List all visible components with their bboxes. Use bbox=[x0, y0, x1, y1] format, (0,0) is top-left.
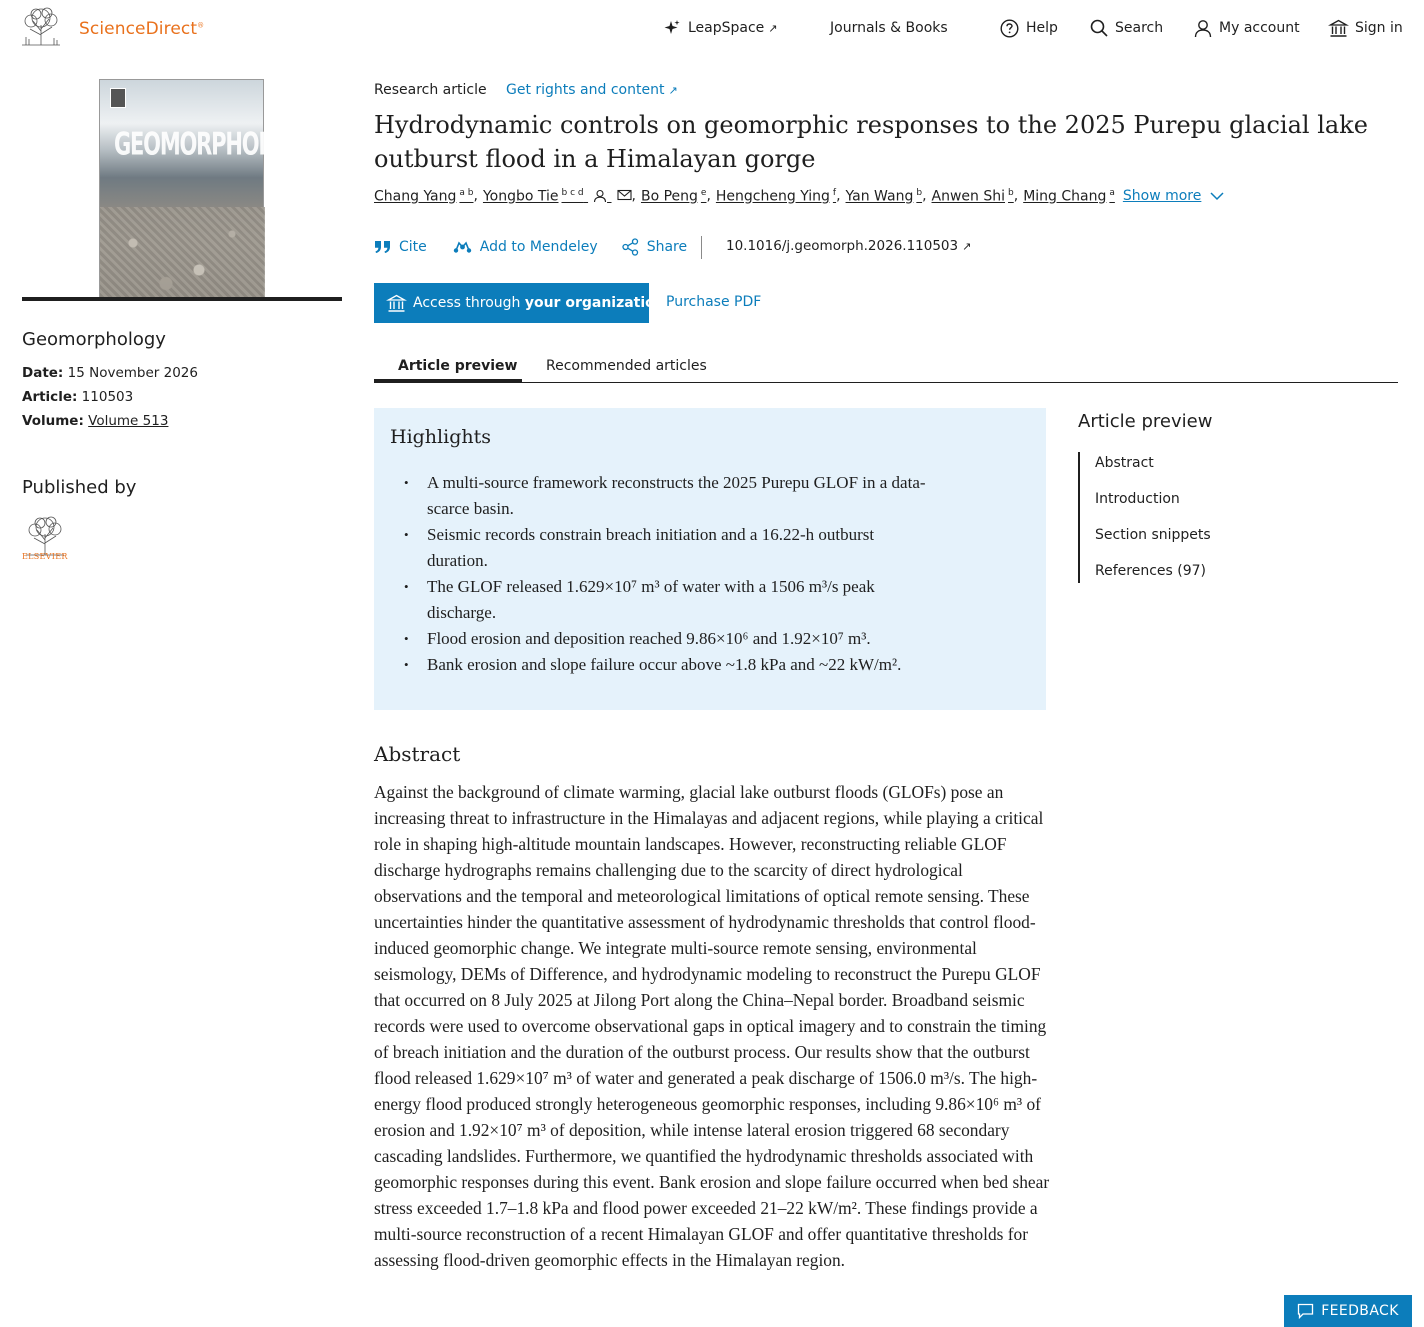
meta-volume: Volume: Volume 513 bbox=[22, 413, 169, 429]
published-by-heading: Published by bbox=[22, 477, 137, 498]
add-to-mendeley-button[interactable]: Add to Mendeley bbox=[453, 239, 598, 255]
toc-item-references[interactable]: References (97) bbox=[1095, 563, 1206, 579]
article-actions bbox=[374, 236, 687, 258]
person-icon bbox=[593, 189, 607, 203]
purchase-pdf-link[interactable]: Purchase PDF bbox=[666, 294, 762, 310]
abstract-heading: Abstract bbox=[374, 742, 461, 766]
highlights-title: Highlights bbox=[390, 426, 491, 448]
feedback-button[interactable]: FEEDBACK bbox=[1284, 1295, 1412, 1327]
journal-name[interactable]: Geomorphology bbox=[22, 329, 166, 350]
access-through-organization-button[interactable]: Access through your organization bbox=[374, 283, 649, 323]
active-tab-indicator bbox=[374, 379, 522, 383]
sciencedirect-logo-text[interactable]: ScienceDirect® bbox=[79, 19, 205, 39]
meta-article-value: 110503 bbox=[81, 389, 134, 405]
journal-cover-image[interactable] bbox=[99, 79, 317, 298]
cover-publisher-mark bbox=[110, 88, 126, 108]
highlight-item: • Flood erosion and deposition reached 9.86×10⁶ and 1.92×10⁷ m³. bbox=[404, 626, 934, 652]
doi-link[interactable]: 10.1016/j.geomorph.2026.110503 ↗ bbox=[726, 238, 972, 254]
highlight-item: • Seismic records constrain breach initiation and a 16.22-h outburst duration. bbox=[404, 522, 934, 574]
nav-sign-in-label: Sign in bbox=[1355, 20, 1403, 36]
author-link[interactable]: Anwen Shi $^b$ bbox=[931, 188, 1014, 205]
institution-icon bbox=[387, 294, 406, 313]
chat-bubble-icon bbox=[1297, 1303, 1314, 1319]
nav-search-label: Search bbox=[1115, 20, 1164, 36]
nav-leapspace[interactable] bbox=[663, 17, 778, 39]
author-link[interactable]: Ming Chang $^a$ bbox=[1023, 188, 1115, 205]
nav-sign-in[interactable] bbox=[1329, 17, 1403, 39]
help-circle-icon bbox=[1000, 19, 1019, 38]
toc-item-abstract[interactable]: Abstract bbox=[1095, 455, 1154, 471]
cover-title: GEOMORPHOLOGY bbox=[114, 126, 317, 162]
tab-article-preview[interactable]: Article preview bbox=[398, 358, 518, 374]
highlights-list bbox=[404, 470, 934, 678]
external-link-icon: ↗ bbox=[962, 240, 972, 253]
author-link[interactable]: Bo Peng $^e$ bbox=[640, 188, 707, 205]
highlights-box bbox=[374, 408, 1046, 710]
article-title: Hydrodynamic controls on geomorphic responses to the 2025 Purepu glacial lake outburst flood in a Himalayan gorge bbox=[374, 111, 1368, 173]
author-list: Chang Yang $^{a b}$ , Yongbo Tie $^{b c d}$ , Bo Peng $^e$ , Hengcheng Ying $^f$ , Yan Wang $^b$ , Anwen Shi $^b$ , Ming Chang $^a$ Show more bbox=[374, 188, 1225, 205]
cite-button[interactable]: Cite bbox=[374, 239, 427, 255]
top-header bbox=[0, 0, 1424, 56]
user-icon bbox=[1194, 19, 1212, 38]
share-icon bbox=[622, 238, 639, 256]
mendeley-icon bbox=[453, 240, 472, 254]
toc-item-introduction[interactable]: Introduction bbox=[1095, 491, 1180, 507]
author-link[interactable]: Hengcheng Ying $^f$ bbox=[715, 188, 837, 205]
nav-my-account-label: My account bbox=[1219, 20, 1300, 36]
highlight-item: • The GLOF released 1.629×10⁷ m³ of water with a 1506 m³/s peak discharge. bbox=[404, 574, 934, 626]
meta-date: Date: 15 November 2026 bbox=[22, 365, 198, 381]
nav-leapspace-label: LeapSpace bbox=[688, 20, 765, 36]
sparkle-icon bbox=[663, 19, 681, 37]
search-icon bbox=[1090, 19, 1108, 37]
elsevier-wordmark: ELSEVIER bbox=[22, 552, 68, 561]
meta-article: Article: 110503 bbox=[22, 389, 134, 405]
external-link-icon: ↗ bbox=[668, 84, 678, 97]
email-icon bbox=[617, 189, 632, 201]
toc-heading: Article preview bbox=[1078, 411, 1213, 432]
cover-divider bbox=[22, 297, 342, 301]
nav-journals-books-label: Journals & Books bbox=[830, 20, 948, 36]
quote-icon bbox=[374, 240, 391, 254]
elsevier-tree-logo[interactable] bbox=[18, 7, 64, 47]
nav-journals-books[interactable] bbox=[830, 17, 948, 39]
tab-recommended-articles[interactable]: Recommended articles bbox=[546, 358, 707, 374]
highlight-item: • Bank erosion and slope failure occur above ~1.8 kPa and ~22 kW/m². bbox=[404, 652, 934, 678]
tabs-underline bbox=[374, 382, 1398, 383]
toc-rail bbox=[1078, 452, 1080, 583]
nav-help[interactable] bbox=[1000, 17, 1058, 39]
toc-item-section-snippets[interactable]: Section snippets bbox=[1095, 527, 1211, 543]
nav-my-account[interactable] bbox=[1194, 17, 1300, 39]
actions-divider bbox=[701, 236, 702, 259]
nav-help-label: Help bbox=[1026, 20, 1058, 36]
institution-icon bbox=[1329, 19, 1348, 38]
author-link[interactable]: Yongbo Tie $^{b c d}$ bbox=[483, 188, 632, 205]
highlight-item: • A multi-source framework reconstructs the 2025 Purepu GLOF in a data-scarce basin. bbox=[404, 470, 934, 522]
author-link[interactable]: Yan Wang $^b$ bbox=[845, 188, 923, 205]
cover-riverbed bbox=[100, 207, 265, 297]
external-link-icon: ↗ bbox=[768, 21, 778, 35]
author-link[interactable]: Chang Yang $^{a b}$ bbox=[374, 188, 474, 205]
abstract-text: Against the background of climate warming, glacial lake outburst floods (GLOFs) pose an increasing threat to infrastructure in the Himalayas and adjacent regions, while playing a critical role in shaping high-altitude mountain landscapes. However, reconstructing reliable GLOF discharge hydrographs remains challenging due to the scarcity of direct hydrological observations and the temporal and meteorological limitations of optical remote sensing. These uncertainties hinder the quantitative assessment of hydrodynamic thresholds that control flood-induced geomorphic change. We integrate multi-source remote sensing, environmental seismology, DEMs of Difference, and hydrodynamic modeling to reconstruct the Purepu GLOF that occurred on 8 July 2025 at Jilong Port along the China–Nepal border. Broadband seismic records were used to overcome observational gaps in optical imagery and to constrain the timing of breach initiation and the duration of the outburst process. Our results show that the outburst flood released 1.629×10⁷ m³ of water and generated a peak discharge of 1506.0 m³/s. The high-energy flood produced strongly heterogeneous geomorphic responses, including 9.86×10⁶ m³ of erosion and 1.92×10⁷ m³ of deposition, while intense lateral erosion triggered 68 secondary cascading landslides. Furthermore, we quantified the hydrodynamic thresholds associated with geomorphic responses during this event. Bank erosion and slope failure occurred when bed shear stress exceeded 1.7–1.8 kPa and flood power exceeded 21–22 kW/m². These findings provide a multi-source reconstruction of a recent Himalayan GLOF and offer quantitative thresholds for assessing flood-driven geomorphic effects in the Himalayan region. bbox=[374, 782, 1050, 1270]
meta-date-value: 15 November 2026 bbox=[67, 365, 198, 381]
show-more-authors-button[interactable]: Show more bbox=[1123, 188, 1226, 204]
article-type: Research article bbox=[374, 82, 487, 98]
chevron-down-icon bbox=[1209, 191, 1225, 201]
share-button[interactable]: Share bbox=[622, 238, 687, 256]
nav-search[interactable] bbox=[1090, 17, 1163, 39]
volume-link[interactable]: Volume 513 bbox=[88, 413, 169, 429]
get-rights-link[interactable]: Get rights and content ↗ bbox=[506, 82, 678, 98]
